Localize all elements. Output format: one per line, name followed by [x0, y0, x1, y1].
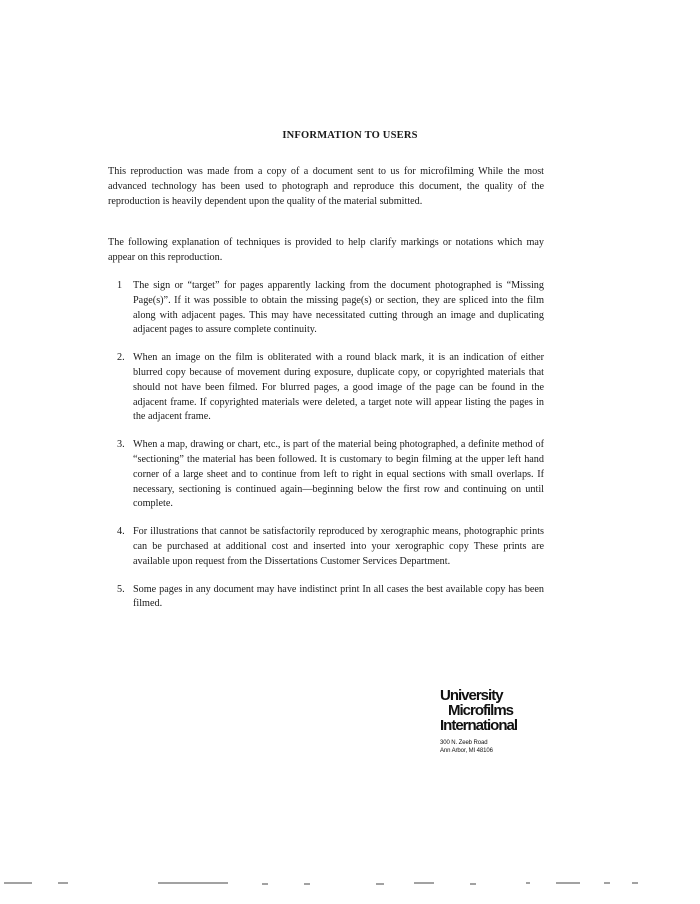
scan-mark [604, 882, 610, 884]
list-item-number: 5. [117, 583, 125, 595]
list-item-3 [117, 438, 544, 512]
list-item-2 [117, 351, 544, 425]
list-item-number: 3. [117, 439, 125, 451]
logo-line-international: International [440, 717, 518, 734]
list-item-number: 1 [117, 280, 123, 291]
scan-mark [526, 882, 530, 884]
scan-noise-strip [0, 876, 700, 890]
scan-mark [58, 882, 68, 884]
explanation-paragraph: The following explanation of techniques is provided to help clarify markings or notations which may appear on this reproduction. [108, 237, 544, 263]
scan-mark [556, 882, 580, 884]
intro-paragraph: This reproduction was made from a copy of a document sent to us for microfilming While the most advanced technology has been used to photograph and reproduce this document, the quality of the reproduction is heavily dependent upon the quality of the material submitted. [108, 166, 544, 207]
list-item-5 [117, 583, 544, 613]
scan-mark [158, 882, 228, 884]
page-title: INFORMATION TO USERS [282, 130, 418, 141]
scan-mark [376, 883, 384, 885]
logo-line-microfilms: Microfilms [448, 702, 514, 719]
scan-mark [414, 882, 434, 884]
scan-mark [304, 883, 310, 885]
list-item-text: When an image on the film is obliterated with a round black mark, it is an indication of either blurred copy because of movement during exposure, duplicate copy, or copyrighted materials that should not have been filmed. For blurred pages, a good image of the page can be found in the adjacent frame. If copyrighted materials were deleted, a target note will appear listing the pages in the adjacent frame. [133, 352, 544, 423]
scan-mark [4, 882, 32, 884]
publisher-logo [440, 688, 517, 755]
scan-mark [632, 882, 638, 884]
list-item-4 [117, 525, 544, 569]
list-item-text: Some pages in any document may have indistinct print In all cases the best available copy has been filmed. [133, 583, 544, 610]
scan-mark [470, 883, 476, 885]
list-item-text: The sign or “target” for pages apparently lacking from the document photographed is “Missing Page(s)”. If it was possible to obtain the missing page(s) or section, they are spliced into the film along with adjacent pages. This may have necessitated cutting through an image and duplicating adjacent pages to assure complete continuity. [133, 280, 544, 336]
list-item-1 [117, 279, 544, 338]
scan-mark [262, 883, 268, 885]
address-street: 300 N. Zeeb Road [440, 740, 488, 746]
list-item-text: For illustrations that cannot be satisfactorily reproduced by xerographic means, photographic prints can be purchased at additional cost and inserted into your xerographic copy These prints are available upon request from the Dissertations Customer Services Department. [133, 526, 544, 567]
list-item-number: 2. [117, 352, 125, 364]
numbered-list [117, 279, 544, 625]
logo-line-university: University [440, 687, 503, 704]
list-item-text: When a map, drawing or chart, etc., is part of the material being photographed, a definite method of “sectioning” the material has been followed. It is customary to begin filming at the upper left hand corner of a large sheet and to continue from left to right in equal sections with small overlaps. If necessary, sectioning is continued again—beginning below the first row and continuing on until complete. [133, 439, 544, 510]
address-city: Ann Arbor, MI 48106 [440, 748, 493, 754]
list-item-number: 4. [117, 526, 125, 538]
publisher-address [440, 739, 517, 755]
